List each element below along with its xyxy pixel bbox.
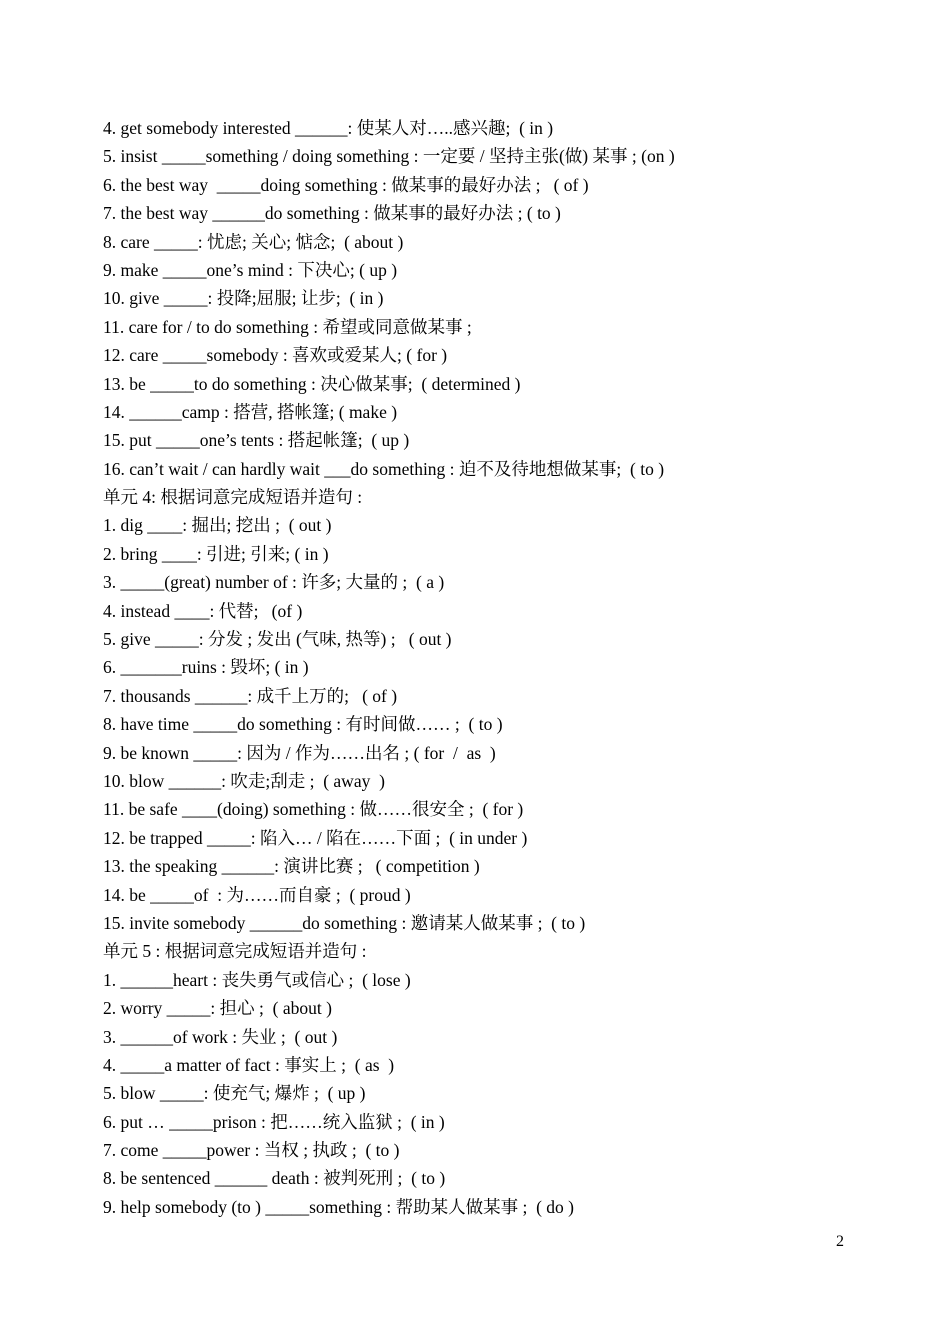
list-item: 5. give _____: 分发 ; 发出 (气味, 热等) ; ( out ): [103, 629, 452, 650]
page-number: 2: [836, 1233, 844, 1250]
list-item: 11. be safe ____(doing) something : 做……很安全 ; ( for ): [103, 799, 524, 820]
list-item: 1. dig ____: 掘出; 挖出 ; ( out ): [103, 515, 332, 536]
list-item: 15. invite somebody ______do something : 邀请某人做某事 ; ( to ): [103, 912, 586, 933]
list-item: 1. ______heart : 丧失勇气或信心 ; ( lose ): [103, 969, 411, 990]
list-item: 14. ______camp : 搭营, 搭帐篷; ( make ): [103, 401, 398, 422]
list-item: 6. _______ruins : 毁坏; ( in ): [103, 657, 309, 678]
list-item: 3. _____(great) number of : 许多; 大量的 ; ( a ): [103, 572, 445, 593]
list-item: 8. have time _____do something : 有时间做…… ; ( to ): [103, 714, 503, 735]
list-item: 3. ______of work : 失业 ; ( out ): [103, 1026, 338, 1047]
list-item: 14. be _____of : 为……而自豪 ; ( proud ): [103, 884, 411, 905]
list-item: 13. be _____to do something : 决心做某事; ( determined ): [103, 373, 521, 394]
list-item: 4. instead ____: 代替; (of ): [103, 600, 303, 621]
list-item: 4. get somebody interested ______: 使某人对…..感兴趣; ( in ): [103, 118, 554, 138]
list-item: 8. care _____: 忧虑; 关心; 惦念; ( about ): [103, 231, 404, 252]
unit-4-heading: 单元 4: 根据词意完成短语并造句 :: [103, 487, 363, 508]
list-item: 5. insist _____something / doing something : 一定要 / 坚持主张(做) 某事 ; (on ): [103, 146, 675, 167]
list-item: 16. can’t wait / can hardly wait ___do something : 迫不及待地想做某事; ( to ): [103, 458, 665, 479]
list-item: 12. be trapped _____: 陷入… / 陷在……下面 ; ( in under ): [103, 827, 528, 848]
list-item: 6. put … _____prison : 把……统入监狱 ; ( in ): [103, 1111, 445, 1132]
list-item: 2. bring ____: 引进; 引来; ( in ): [103, 543, 329, 564]
list-item: 7. thousands ______: 成千上万的; ( of ): [103, 685, 398, 706]
list-item: 15. put _____one’s tents : 搭起帐篷; ( up ): [103, 430, 410, 451]
list-item: 7. come _____power : 当权 ; 执政 ; ( to ): [103, 1140, 400, 1161]
list-item: 2. worry _____: 担心 ; ( about ): [103, 998, 332, 1019]
list-item: 13. the speaking ______: 演讲比赛 ; ( competition ): [103, 856, 480, 877]
list-item: 9. make _____one’s mind : 下决心; ( up ): [103, 259, 398, 280]
list-item: 9. help somebody (to ) _____something : 帮助某人做某事 ; ( do ): [103, 1196, 575, 1217]
list-item: 10. give _____: 投降;屈服; 让步; ( in ): [103, 288, 384, 309]
list-item: 10. blow ______: 吹走;刮走 ; ( away ): [103, 770, 385, 791]
list-item: 11. care for / to do something : 希望或同意做某事 ;: [103, 316, 472, 337]
list-item: 12. care _____somebody : 喜欢或爱某人; ( for ): [103, 345, 448, 366]
list-item: 7. the best way ______do something : 做某事的最好办法 ; ( to ): [103, 203, 561, 224]
unit-5-heading: 单元 5 : 根据词意完成短语并造句 :: [103, 941, 367, 962]
list-item: 5. blow _____: 使充气; 爆炸 ; ( up ): [103, 1083, 366, 1104]
list-item: 4. _____a matter of fact : 事实上 ; ( as ): [103, 1054, 395, 1075]
phrase-list: [103, 114, 863, 1221]
list-item: 6. the best way _____doing something : 做某事的最好办法 ; ( of ): [103, 174, 589, 195]
list-item: 9. be known _____: 因为 / 作为……出名 ; ( for / as ): [103, 742, 496, 763]
list-item: 8. be sentenced ______ death : 被判死刑 ; ( to ): [103, 1168, 446, 1189]
